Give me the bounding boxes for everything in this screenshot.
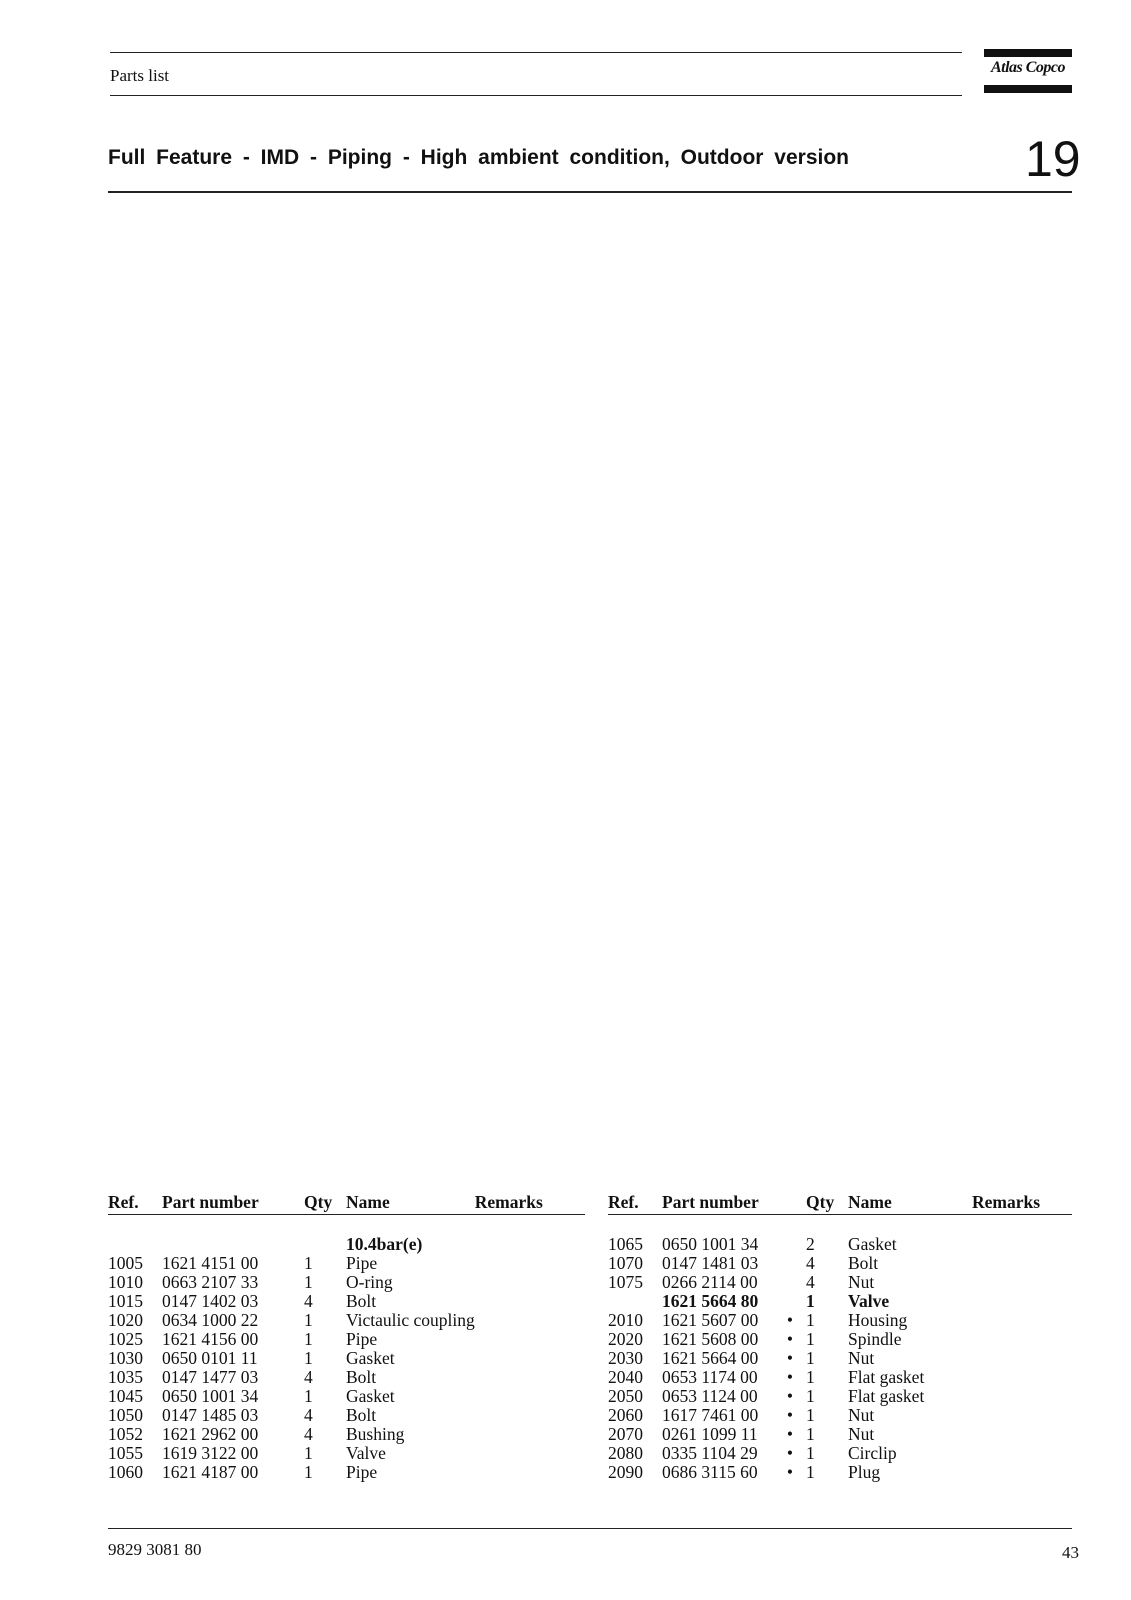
cell-ref: 1035: [108, 1367, 143, 1387]
cell-part-number: 0147 1402 03: [162, 1291, 259, 1311]
cell-part-number: [162, 1215, 294, 1255]
cell-qty: 1: [806, 1405, 815, 1425]
col-header-remarks: Remarks: [474, 1192, 543, 1212]
cell-remarks: [475, 1387, 585, 1406]
cell-ref: 2030: [608, 1348, 643, 1368]
footer-rule: [108, 1528, 1072, 1529]
cell-qty: 1: [304, 1329, 313, 1349]
table-row: [108, 1215, 585, 1255]
logo-text: Atlas Copco: [990, 59, 1066, 76]
cell-part-number: 0335 1104 29: [662, 1443, 758, 1463]
cell-name: Nut: [848, 1405, 875, 1425]
cell-ref: 1020: [108, 1310, 143, 1330]
cell-qty: [304, 1215, 346, 1255]
cell-ref: 1005: [108, 1253, 143, 1273]
col-header-qty: Qty: [806, 1192, 835, 1212]
cell-qty: 1: [304, 1443, 313, 1463]
cell-name: Flat gasket: [848, 1367, 925, 1387]
cell-qty: 4: [304, 1405, 313, 1425]
cell-name: Gasket: [346, 1348, 395, 1368]
table-row: [608, 1368, 1072, 1387]
table-row: [608, 1311, 1072, 1330]
cell-name: Valve: [346, 1443, 386, 1463]
cell-name: Bushing: [346, 1424, 405, 1444]
cell-qty: 2: [806, 1234, 815, 1254]
table-row: [108, 1349, 585, 1368]
page-number: 43: [1062, 1543, 1079, 1562]
cell-qty: 4: [304, 1367, 313, 1387]
cell-qty: 1: [304, 1253, 313, 1273]
cell-bullet: •: [786, 1329, 794, 1349]
cell-remarks: [972, 1330, 1072, 1349]
logo-bottom-bar: [984, 85, 1072, 93]
cell-bullet: •: [786, 1405, 794, 1425]
cell-remarks: [475, 1406, 585, 1425]
cell-qty: 1: [304, 1386, 313, 1406]
cell-bullet: [294, 1444, 304, 1463]
cell-qty: 1: [806, 1424, 815, 1444]
table-row: [608, 1387, 1072, 1406]
cell-remarks: [972, 1292, 1072, 1311]
cell-name: Nut: [848, 1272, 875, 1292]
cell-ref: 2050: [608, 1386, 643, 1406]
cell-qty: 1: [806, 1386, 815, 1406]
cell-remarks: [475, 1349, 585, 1368]
cell-qty: 4: [304, 1291, 313, 1311]
col-header-ref: Ref.: [608, 1192, 639, 1212]
cell-part-number: 1621 4151 00: [162, 1253, 259, 1273]
col-header-name: Name: [346, 1192, 390, 1212]
table-row: [108, 1273, 585, 1292]
cell-part-number: 0650 0101 11: [162, 1348, 258, 1368]
cell-name: Gasket: [346, 1386, 395, 1406]
table-row: [608, 1330, 1072, 1349]
document-number: 9829 3081 80: [108, 1540, 202, 1559]
cell-ref: 1060: [108, 1462, 143, 1482]
cell-remarks: [475, 1273, 585, 1292]
cell-part-number: 1621 4156 00: [162, 1329, 259, 1349]
cell-bullet: [294, 1463, 304, 1482]
cell-bullet: [294, 1254, 304, 1273]
cell-ref: 2020: [608, 1329, 643, 1349]
cell-part-number: 0663 2107 33: [162, 1272, 259, 1292]
cell-qty: 4: [304, 1424, 313, 1444]
cell-qty: 1: [806, 1291, 815, 1311]
cell-name: Pipe: [346, 1253, 378, 1273]
cell-remarks: [475, 1292, 585, 1311]
cell-name: Bolt: [346, 1367, 377, 1387]
cell-ref: 1025: [108, 1329, 143, 1349]
cell-part-number: 0650 1001 34: [162, 1386, 259, 1406]
cell-remarks: [475, 1463, 585, 1482]
parts-table-right: [608, 1193, 1072, 1482]
cell-bullet: •: [786, 1443, 794, 1463]
cell-remarks: [972, 1273, 1072, 1292]
header-bottom-rule: [110, 95, 962, 96]
cell-name: Nut: [848, 1424, 875, 1444]
cell-ref: 1010: [108, 1272, 143, 1292]
cell-ref: 1055: [108, 1443, 143, 1463]
table-row: [608, 1292, 1072, 1311]
cell-part-number: 0261 1099 11: [662, 1424, 758, 1444]
table-row: [108, 1425, 585, 1444]
cell-ref: 1065: [608, 1234, 643, 1254]
cell-bullet: [294, 1215, 304, 1255]
cell-qty: 1: [304, 1348, 313, 1368]
cell-part-number: 0266 2114 00: [662, 1272, 758, 1292]
table-row: [608, 1444, 1072, 1463]
col-header-qty: Qty: [304, 1192, 333, 1212]
cell-qty: 1: [806, 1348, 815, 1368]
cell-part-number: 0686 3115 60: [662, 1462, 758, 1482]
cell-ref: 1050: [108, 1405, 143, 1425]
table-row: [608, 1215, 1072, 1255]
cell-bullet: [294, 1311, 304, 1330]
cell-bullet: [294, 1406, 304, 1425]
cell-part-number: 1617 7461 00: [662, 1405, 759, 1425]
table-row: [608, 1425, 1072, 1444]
cell-ref: 2060: [608, 1405, 643, 1425]
table-row: [608, 1349, 1072, 1368]
table-row: [108, 1368, 585, 1387]
cell-remarks: [972, 1406, 1072, 1425]
cell-part-number: 1621 5664 00: [662, 1348, 759, 1368]
cell-bullet: [774, 1292, 806, 1311]
cell-remarks: [972, 1215, 1072, 1255]
cell-part-number: 1619 3122 00: [162, 1443, 259, 1463]
cell-name: Circlip: [848, 1443, 897, 1463]
cell-part-number: 0653 1174 00: [662, 1367, 758, 1387]
logo-top-bar: [984, 49, 1072, 57]
table-row: [108, 1254, 585, 1273]
table-header-row: [608, 1193, 1072, 1215]
cell-name: Spindle: [848, 1329, 902, 1349]
table-header-row: [108, 1193, 585, 1215]
cell-name: Victaulic coupling: [346, 1310, 475, 1330]
cell-part-number: 1621 4187 00: [162, 1462, 259, 1482]
cell-ref: 1075: [608, 1272, 643, 1292]
parts-table-left-body: [108, 1215, 585, 1483]
cell-remarks: [475, 1425, 585, 1444]
cell-name: Gasket: [848, 1234, 897, 1254]
cell-remarks: [972, 1349, 1072, 1368]
cell-ref: 2010: [608, 1310, 643, 1330]
table-row: [108, 1463, 585, 1482]
cell-ref: 1052: [108, 1424, 143, 1444]
parts-table-left: [108, 1193, 585, 1482]
cell-name: Nut: [848, 1348, 875, 1368]
cell-qty: 4: [806, 1272, 815, 1292]
cell-bullet: [294, 1368, 304, 1387]
table-row: [608, 1273, 1072, 1292]
cell-bullet: [294, 1425, 304, 1444]
cell-qty: 1: [806, 1462, 815, 1482]
cell-part-number: 0147 1485 03: [162, 1405, 259, 1425]
cell-remarks: [972, 1254, 1072, 1273]
cell-part-number: 0653 1124 00: [662, 1386, 758, 1406]
col-header-part-number: Part number: [662, 1192, 759, 1212]
table-row: [108, 1311, 585, 1330]
cell-name: Valve: [848, 1291, 890, 1311]
cell-part-number: 0650 1001 34: [662, 1234, 759, 1254]
cell-ref: 2090: [608, 1462, 643, 1482]
cell-ref: 2080: [608, 1443, 643, 1463]
cell-qty: 1: [304, 1272, 313, 1292]
cell-remarks: [475, 1368, 585, 1387]
col-header-ref: Ref.: [108, 1192, 139, 1212]
cell-part-number: 1621 5607 00: [662, 1310, 759, 1330]
cell-remarks: [475, 1311, 585, 1330]
col-header-bullet: [774, 1193, 806, 1215]
parts-table-right-body: [608, 1215, 1072, 1483]
cell-qty: 1: [806, 1310, 815, 1330]
col-header-part-number: Part number: [162, 1192, 259, 1212]
table-row: [608, 1254, 1072, 1273]
cell-bullet: [294, 1349, 304, 1368]
cell-remarks: [475, 1215, 585, 1255]
cell-name: Pipe: [346, 1462, 378, 1482]
cell-name: Housing: [848, 1310, 908, 1330]
cell-bullet: [294, 1273, 304, 1292]
cell-name: Pipe: [346, 1329, 378, 1349]
cell-qty: 1: [304, 1310, 313, 1330]
cell-ref: 1070: [608, 1253, 643, 1273]
cell-qty: 4: [806, 1253, 815, 1273]
table-row: [108, 1292, 585, 1311]
cell-part-number: 1621 5664 80: [662, 1291, 759, 1311]
cell-bullet: [294, 1387, 304, 1406]
cell-bullet: [294, 1330, 304, 1349]
col-header-bullet: [294, 1193, 304, 1215]
cell-remarks: [972, 1311, 1072, 1330]
cell-bullet: •: [786, 1348, 794, 1368]
cell-ref: 1015: [108, 1291, 143, 1311]
cell-qty: 1: [806, 1367, 815, 1387]
cell-ref: 2070: [608, 1424, 643, 1444]
cell-name: Bolt: [346, 1291, 377, 1311]
cell-bullet: [774, 1215, 806, 1255]
table-row: [108, 1330, 585, 1349]
cell-part-number: 0634 1000 22: [162, 1310, 259, 1330]
header-label: Parts list: [110, 66, 170, 85]
cell-bullet: •: [786, 1424, 794, 1444]
cell-ref: [108, 1215, 162, 1255]
section-title-rule: [108, 191, 1072, 193]
cell-bullet: •: [786, 1462, 794, 1482]
cell-ref: 1030: [108, 1348, 143, 1368]
cell-remarks: [972, 1463, 1072, 1482]
header-top-rule: [110, 52, 962, 53]
table-row: [608, 1406, 1072, 1425]
cell-name: Flat gasket: [848, 1386, 925, 1406]
cell-remarks: [972, 1425, 1072, 1444]
col-header-remarks: Remarks: [972, 1192, 1041, 1212]
cell-bullet: •: [786, 1367, 794, 1387]
cell-part-number: 0147 1477 03: [162, 1367, 259, 1387]
cell-ref: 1045: [108, 1386, 143, 1406]
cell-ref: 2040: [608, 1367, 643, 1387]
cell-part-number: 1621 2962 00: [162, 1424, 259, 1444]
cell-bullet: [294, 1292, 304, 1311]
cell-ref: [608, 1292, 662, 1311]
cell-remarks: [475, 1254, 585, 1273]
table-row: [108, 1406, 585, 1425]
cell-name: Bolt: [848, 1253, 879, 1273]
cell-remarks: [475, 1330, 585, 1349]
cell-name: Plug: [848, 1462, 881, 1482]
table-row: [608, 1463, 1072, 1482]
cell-bullet: •: [786, 1386, 794, 1406]
cell-qty: 1: [806, 1443, 815, 1463]
col-header-name: Name: [848, 1192, 892, 1212]
cell-name: 10.4bar(e): [346, 1234, 423, 1254]
atlas-copco-logo: [984, 49, 1072, 93]
cell-remarks: [972, 1444, 1072, 1463]
cell-qty: 1: [304, 1462, 313, 1482]
cell-bullet: •: [786, 1310, 794, 1330]
table-row: [108, 1387, 585, 1406]
table-row: [108, 1444, 585, 1463]
cell-remarks: [972, 1368, 1072, 1387]
cell-qty: 1: [806, 1329, 815, 1349]
cell-remarks: [972, 1387, 1072, 1406]
cell-bullet: [774, 1273, 806, 1292]
cell-bullet: [774, 1254, 806, 1273]
section-title: Full Feature - IMD - Piping - High ambient condition, Outdoor version: [108, 146, 849, 169]
cell-part-number: 1621 5608 00: [662, 1329, 759, 1349]
cell-name: Bolt: [346, 1405, 377, 1425]
cell-part-number: 0147 1481 03: [662, 1253, 759, 1273]
cell-remarks: [475, 1444, 585, 1463]
section-number: 19: [1025, 131, 1081, 187]
cell-name: O-ring: [346, 1272, 393, 1292]
